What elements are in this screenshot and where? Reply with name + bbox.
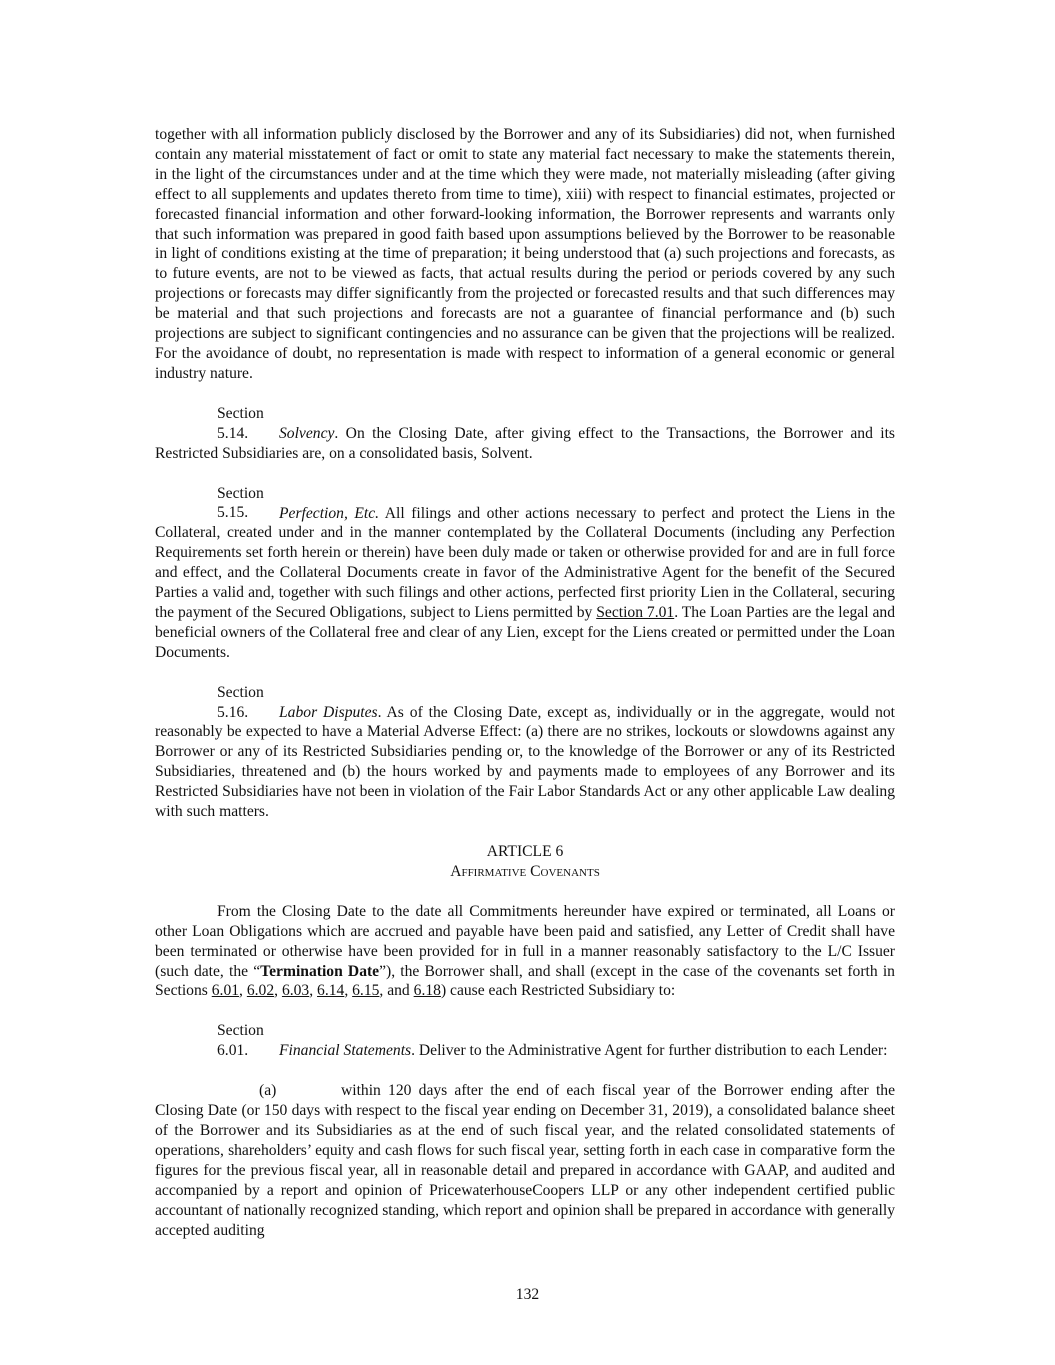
intro-text: ) cause each Restricted Subsidiary to: (440, 982, 676, 1000)
section-6-01 (155, 1021, 895, 1061)
section-title: Solvency (279, 424, 335, 442)
section-title: Perfection, Etc. (279, 504, 380, 522)
section-5-16 (155, 683, 895, 822)
separator: , (239, 982, 247, 1000)
separator: , and (379, 982, 414, 1000)
section-text: . As of the Closing Date, except as, individually or in the aggregate, would not reasonably be expected to have a Material Adverse Effect: (a) there are no strikes, lockouts or slowdowns against any Borrower or any of its Restricted Subsidiaries pending or, to the knowledge of the Borrower or any of its Restricted Subsidiaries, threatened and (b) the hours worked by and payments made to employees of any Borrower and its Restricted Subsidiaries have not been in violation of the Fair Labor Standards Act or any other applicable Law dealing with such matters. (155, 703, 895, 821)
section-reference-link[interactable]: 6.14 (317, 982, 345, 1000)
separator: , (274, 982, 282, 1000)
article-number: ARTICLE 6 (486, 843, 564, 860)
section-reference-link[interactable]: 6.01 (211, 982, 240, 1000)
clause-text: within 120 days after the end of each fiscal year of the Borrower ending after the Closing Date (or 150 days with respect to the fiscal year ending on December 31, 2019), a consolidated balance sheet of the Borrower and its Subsidiaries as at the end of such fiscal year, and the related consolidated statements of operations, shareholders’ equity and cash flows for such fiscal year, setting forth in each case in comparative form the figures for the previous fiscal year, all in reasonable detail and prepared in accordance with GAAP, and audited and accompanied by a report and opinion of PricewaterhouseCoopers LLP or any other independent certified public accountant of nationally recognized standing, which report and opinion shall be prepared in accordance with generally accepted auditing (155, 1082, 895, 1239)
article-title: Affirmative Covenants (450, 862, 600, 880)
separator: , (344, 982, 353, 1000)
clause-label: (a) (259, 1082, 277, 1100)
section-reference-link[interactable]: 6.18 (413, 982, 441, 1000)
intro-text: From the Closing Date to the date all Commitments hereunder have expired or terminated, all Loans or other Loan Obligations which are accrued and payable have been paid and satisfied, any Letter of Credit shall have been terminated or otherwise have been provided for in full in a manner reasonably satisfactory to the L/C Issuer (such date, the “ (155, 902, 895, 980)
section-title: Financial Statements (279, 1042, 412, 1060)
section-text: . Deliver to the Administrative Agent for further distribution to each Lender: (411, 1042, 888, 1060)
article-intro (155, 902, 895, 1002)
section-number: Section 5.16. (217, 683, 264, 721)
section-title: Labor Disputes (279, 703, 378, 721)
section-5-14 (155, 404, 895, 464)
section-number: Section 6.01. (217, 1022, 264, 1060)
section-reference-link[interactable]: 6.02 (246, 982, 275, 1000)
document-body (155, 125, 895, 1240)
continuation-paragraph (155, 125, 895, 384)
section-number: Section 5.14. (217, 404, 264, 442)
section-reference-link[interactable]: Section 7.01 (596, 603, 675, 621)
separator: , (309, 982, 318, 1000)
section-text: All filings and other actions necessary to perfect and protect the Liens in the Collateral, created under and in the manner contemplated by the Collateral Documents (including any Perfection Requirements set forth herein or therein) have been duly made or taken or otherwise provided for and are in full force and effect, and the Collateral Documents create in favor of the Administrative Agent for the benefit of the Secured Parties a valid and, together with such filings and other actions, perfected first priority Lien in the Collateral, securing the payment of the Secured Obligations, subject to Liens permitted by (155, 504, 895, 621)
intro-text: ”), the Borrower shall, and shall (except in the case of the covenants set forth in Sections (155, 962, 895, 1000)
section-text: . The Loan Parties are the legal and beneficial owners of the Collateral free and clear of any Lien, except for the Liens created or permitted under the Loan Documents. (155, 603, 895, 661)
continuation-text: together with all information publicly disclosed by the Borrower and any of its Subsidiaries) did not, when furnished contain any material misstatement of fact or omit to state any material fact necessary to make the statements therein, in the light of the circumstances under and at the time which they were made, not materially misleading (after giving effect to all supplements and updates thereto from time to time), xiii) with respect to financial estimates, projected or forecasted financial information and other forward-looking information, the Borrower represents and warrants only that such information was prepared in good faith based upon assumptions believed by the Borrower to be reasonable in light of conditions existing at the time of preparation; it being understood that (a) such projections and forecasts, as to future events, are not to be viewed as facts, that actual results during the period or periods covered by any such projections or forecasts may differ significantly from the projected or forecasted results and that such differences may be material and that such projections and forecasts are not a guarantee of financial performance and (b) such projections are subject to significant contingencies and no assurance can be given that the projections will be realized. For the avoidance of doubt, no representation is made with respect to information of a general economic or general industry nature. (155, 126, 895, 382)
section-reference-link[interactable]: 6.03 (281, 982, 310, 1000)
section-reference-link[interactable]: 6.15 (352, 982, 380, 1000)
section-number: Section 5.15. (217, 484, 264, 522)
defined-term: Termination Date (260, 962, 380, 980)
section-5-15 (155, 484, 895, 663)
clause-6-01-a (155, 1081, 895, 1240)
page-number: 132 (515, 1286, 540, 1303)
section-text: . On the Closing Date, after giving effect to the Transactions, the Borrower and its Restricted Subsidiaries are, on a consolidated basis, Solvent. (155, 424, 895, 462)
